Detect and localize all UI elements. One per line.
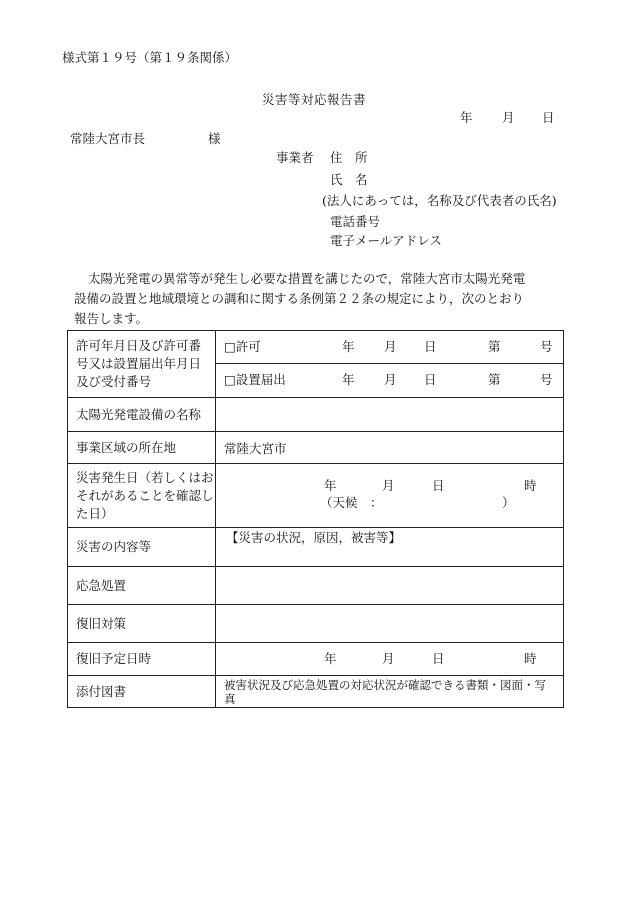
permit-year-label: 年 <box>342 339 355 354</box>
statement-line-2: 設備の設置と地域環境との調和に関する条例第２２条の規定により，次のとおり <box>74 291 525 306</box>
emergency-field[interactable] <box>216 567 564 605</box>
addressee: 常陸大宮市長 <box>70 131 146 146</box>
emergency-label: 応急処置 <box>68 567 216 605</box>
applicant-name-label: 氏 名 <box>330 172 368 187</box>
notification-month-label: 月 <box>384 372 397 387</box>
document-title: 災害等対応報告書 <box>262 92 367 107</box>
occurrence-hour-label: 時 <box>524 478 537 493</box>
date-month-label: 月 <box>502 110 515 125</box>
permit-number-suffix: 号 <box>540 339 553 354</box>
occurrence-field[interactable] <box>216 464 564 528</box>
recovery-day-label: 日 <box>432 651 445 666</box>
recovery-label: 復旧対策 <box>68 605 216 643</box>
occurrence-year-label: 年 <box>324 478 337 493</box>
weather-close: ） <box>502 495 515 510</box>
location-field[interactable]: 常陸大宮市 <box>216 432 564 464</box>
recovery-date-label: 復旧予定日時 <box>68 643 216 676</box>
occurrence-label-cell <box>68 464 216 528</box>
occurrence-day-label: 日 <box>432 478 445 493</box>
attachments-value: 被害状況及び応急処置の対応状況が確認できる書類・図面・写真 <box>224 677 546 706</box>
notification-checkbox-label[interactable]: □設置届出 <box>224 372 286 387</box>
date-year-label: 年 <box>460 110 473 125</box>
addressee-suffix: 様 <box>208 131 221 146</box>
applicant-phone-label: 電話番号 <box>330 214 381 229</box>
location-label: 事業区域の所在地 <box>68 432 216 464</box>
permit-month-label: 月 <box>384 339 397 354</box>
weather-open: （天候 ： <box>320 495 383 510</box>
facility-name-field[interactable] <box>216 398 564 432</box>
applicant-email-label: 電子メールアドレス <box>330 233 442 248</box>
permit-row-1[interactable] <box>216 331 564 364</box>
recovery-field[interactable] <box>216 605 564 643</box>
permit-row-2[interactable] <box>216 364 564 398</box>
statement-line-3: 報告します。 <box>74 311 149 326</box>
occurrence-label: 災害発生日（若しくはおそれがあることを確認した日） <box>76 469 214 521</box>
applicant-label: 事業者 <box>276 150 314 165</box>
attachments-field <box>216 676 564 708</box>
occurrence-month-label: 月 <box>382 478 395 493</box>
permit-label-cell <box>68 331 216 398</box>
attachments-label: 添付図書 <box>68 676 216 708</box>
report-statement <box>74 269 558 329</box>
content-hint: 【災害の状況，原因，被害等】 <box>226 530 402 545</box>
facility-name-label: 太陽光発電設備の名称 <box>68 398 216 432</box>
content-label: 災害の内容等 <box>68 528 216 567</box>
statement-line-1: 太陽光発電の異常等が発生し必要な措置を講じたので，常陸大宮市太陽光発電 <box>88 271 526 286</box>
applicant-corporate-note: (法人にあっては，名称及び代表者の氏名) <box>322 193 557 208</box>
notification-year-label: 年 <box>342 372 355 387</box>
recovery-date-field[interactable] <box>216 643 564 676</box>
recovery-month-label: 月 <box>382 651 395 666</box>
content-field[interactable] <box>216 528 564 567</box>
notification-day-label: 日 <box>424 372 437 387</box>
permit-label: 許可年月日及び許可番号又は設置届出年月日及び受付番号 <box>76 338 202 389</box>
form-number: 様式第１９号（第１９条関係） <box>62 50 238 65</box>
permit-day-label: 日 <box>424 339 437 354</box>
permit-checkbox-label[interactable]: □許可 <box>224 339 261 354</box>
recovery-year-label: 年 <box>324 651 337 666</box>
date-day-label: 日 <box>542 110 555 125</box>
report-table <box>67 330 564 708</box>
notification-number-suffix: 号 <box>540 372 553 387</box>
applicant-address-label: 住 所 <box>330 150 368 165</box>
permit-number-prefix: 第 <box>488 339 501 354</box>
notification-number-prefix: 第 <box>488 372 501 387</box>
recovery-hour-label: 時 <box>524 651 537 666</box>
